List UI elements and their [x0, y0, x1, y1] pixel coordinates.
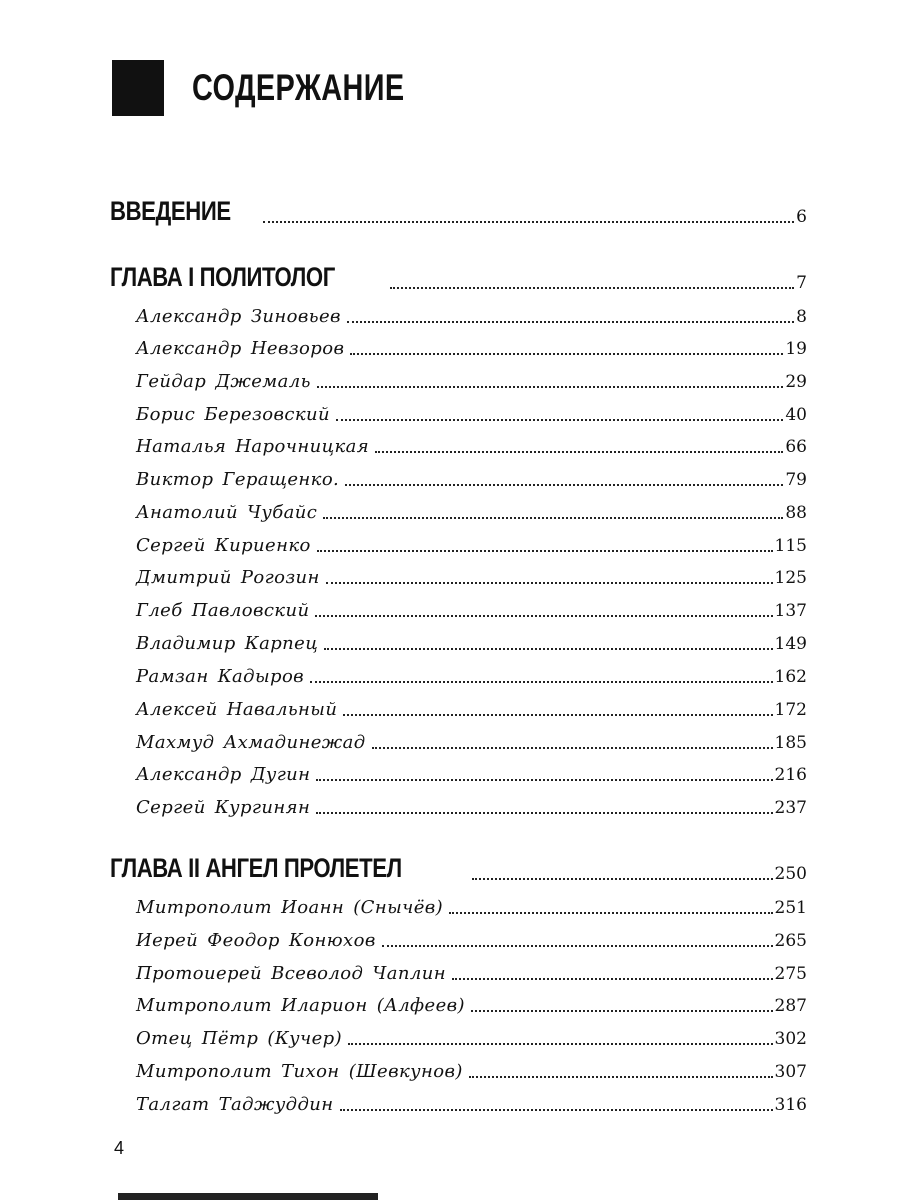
entry-title: Отец Пётр (Кучер)	[136, 1028, 343, 1049]
chapter-title: ГЛАВА I ПОЛИТОЛОГ	[110, 262, 335, 292]
toc-chapter-2[interactable]	[110, 853, 807, 884]
page-number: 172	[774, 700, 807, 720]
entry-title: Митрополит Иларион (Алфеев)	[136, 995, 465, 1016]
dot-leader	[263, 221, 794, 223]
toc-entry[interactable]	[136, 633, 807, 654]
page-footer-number: 4	[114, 1138, 125, 1158]
toc-entry[interactable]	[136, 897, 807, 918]
dot-leader	[449, 912, 772, 914]
dot-leader	[316, 812, 772, 814]
entry-title: Митрополит Тихон (Шевкунов)	[136, 1061, 463, 1082]
entry-title: Анатолий Чубайс	[136, 502, 318, 523]
dot-leader	[345, 484, 783, 486]
page-number: 88	[785, 503, 807, 523]
entry-title: Александр Дугин	[136, 764, 311, 785]
dot-leader	[317, 550, 773, 552]
dot-leader	[469, 1076, 773, 1078]
dot-leader	[316, 779, 772, 781]
toc-entry[interactable]	[136, 404, 807, 425]
dot-leader	[317, 386, 784, 388]
page-number: 6	[796, 207, 807, 227]
toc-entry[interactable]	[136, 1028, 807, 1049]
page-number: 287	[774, 996, 807, 1016]
entry-title: Виктор Геращенко.	[136, 469, 340, 490]
page-number: 66	[785, 437, 807, 457]
toc-entry[interactable]	[136, 1094, 807, 1115]
page-number: 250	[774, 864, 807, 884]
page-number: 162	[774, 667, 807, 687]
entry-title: Алексей Навальный	[136, 699, 338, 720]
toc-entry[interactable]	[136, 764, 807, 785]
page-number: 8	[796, 307, 807, 327]
toc-entry[interactable]	[136, 797, 807, 818]
entry-title: Владимир Карпец	[136, 633, 319, 654]
toc-intro[interactable]	[110, 196, 807, 227]
toc-entry[interactable]	[136, 567, 807, 588]
page-number: 137	[774, 601, 807, 621]
toc-entry[interactable]	[136, 502, 807, 523]
dot-leader	[382, 945, 773, 947]
page-number: 307	[774, 1062, 807, 1082]
dot-leader	[348, 1043, 773, 1045]
page-number: 115	[774, 536, 807, 556]
page-number: 19	[785, 339, 807, 359]
page-number: 7	[796, 273, 807, 293]
page-number: 216	[774, 765, 807, 785]
page-number: 316	[774, 1095, 807, 1115]
toc-entry[interactable]	[136, 666, 807, 687]
page-number: 149	[774, 634, 807, 654]
dot-leader	[336, 419, 783, 421]
dot-leader	[343, 714, 772, 716]
entry-title: Гейдар Джемаль	[136, 371, 311, 392]
dot-leader	[372, 747, 773, 749]
dot-leader	[310, 681, 772, 683]
entry-title: Махмуд Ахмадинежад	[136, 732, 366, 753]
toc-entry[interactable]	[136, 963, 807, 984]
toc-entry[interactable]	[136, 469, 807, 490]
entry-title: Сергей Кириенко	[136, 535, 311, 556]
entry-title: Талгат Таджуддин	[136, 1094, 334, 1115]
entry-title: Дмитрий Рогозин	[136, 567, 320, 588]
toc-entry[interactable]	[136, 1061, 807, 1082]
entry-title: Наталья Нарочницкая	[136, 436, 370, 457]
toc-entry[interactable]	[136, 995, 807, 1016]
entry-title: Иерей Феодор Конюхов	[136, 930, 376, 951]
page-number: 275	[774, 964, 807, 984]
page-number: 79	[785, 470, 807, 490]
dot-leader	[347, 321, 794, 323]
entry-title: Рамзан Кадыров	[136, 666, 305, 687]
toc-entry[interactable]	[136, 338, 807, 359]
page-number: 29	[785, 372, 807, 392]
toc-header	[112, 60, 464, 116]
toc-entry[interactable]	[136, 306, 807, 327]
dot-leader	[472, 878, 773, 880]
chapter-title: ВВЕДЕНИЕ	[110, 196, 231, 226]
entry-title: Протоиерей Всеволод Чаплин	[136, 963, 446, 984]
dot-leader	[323, 517, 783, 519]
entry-title: Сергей Кургинян	[136, 797, 311, 818]
bottom-edge-bar	[118, 1193, 378, 1200]
page-number: 237	[774, 798, 807, 818]
page-number: 185	[774, 733, 807, 753]
toc-entry[interactable]	[136, 436, 807, 457]
dot-leader	[452, 978, 773, 980]
page-number: 125	[774, 568, 807, 588]
dot-leader	[340, 1109, 773, 1111]
entry-title: Глеб Павловский	[136, 600, 310, 621]
page-number: 251	[774, 898, 807, 918]
entry-title: Александр Зиновьев	[136, 306, 341, 327]
chapter-title: ГЛАВА II АНГЕЛ ПРОЛЕТЕЛ	[110, 853, 402, 883]
page-number: 265	[774, 931, 807, 951]
dot-leader	[326, 582, 773, 584]
entry-title: Митрополит Иоанн (Снычёв)	[136, 897, 444, 918]
toc-entry[interactable]	[136, 699, 807, 720]
header-square-mark	[112, 60, 164, 116]
toc-entry[interactable]	[136, 371, 807, 392]
entry-title: Александр Невзоров	[136, 338, 345, 359]
dot-leader	[324, 648, 772, 650]
entry-title: Борис Березовский	[136, 404, 330, 425]
toc-entry[interactable]	[136, 930, 807, 951]
dot-leader	[315, 615, 772, 617]
toc-entry[interactable]	[136, 535, 807, 556]
dot-leader	[350, 353, 783, 355]
page-title: СОДЕРЖАНИЕ	[192, 67, 405, 108]
toc-entry[interactable]	[136, 732, 807, 753]
page-number: 302	[774, 1029, 807, 1049]
dot-leader	[471, 1010, 773, 1012]
toc-entry[interactable]	[136, 600, 807, 621]
dot-leader	[375, 451, 783, 453]
dot-leader	[390, 287, 794, 289]
page-number: 40	[785, 405, 807, 425]
toc-chapter-1[interactable]	[110, 262, 807, 293]
